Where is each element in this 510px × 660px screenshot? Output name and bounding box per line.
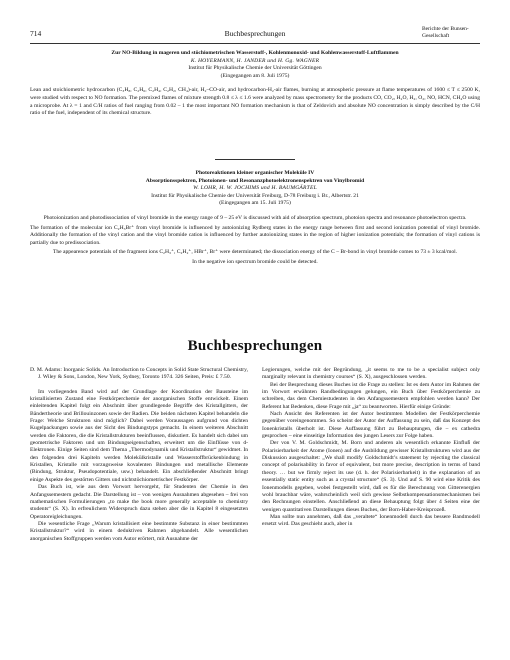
abstract-paragraph: The formation of the molecular ion C₂H₃Br⁺ from vinyl bromide is influenced by autoionizing Rydberg states in the energy range between first and second ionization potential of vinyl bromide. Additionally the formation of the vinyl cation and the vinyl bromide cation is influenced by further autoionizing states in the region of higher ionization potentials; the formation of vinyl cations is partially due to predissociation. xyxy=(30,224,480,246)
abstract-title: Zur NO-Bildung in mageren und stöchiometrischen Wasserstoff-, Kohlenmonoxid- und Kohlenwasserstoff-Luftflammen xyxy=(111,50,399,56)
book-reference: D. M. Adams: Inorganic Solids. An Introduction to Concepts in Solid State Structural Chemistry, J. Wiley & Sons, London, New York, Sydney, Toronto 1974. 326 Seiten, Preis: £ 7.50. xyxy=(30,367,248,381)
abstract-title: Photoreaktionen kleiner organischer Moleküle IV xyxy=(195,170,315,176)
abstract-received-date: (Eingegangen am 15. Juli 1975) xyxy=(219,200,291,207)
abstract-received-date: (Eingegangen am 8. Juli 1975) xyxy=(220,72,290,79)
header-rule xyxy=(30,43,480,44)
review-paragraph: Das Buch ist, wie aus dem Vorwort hervorgeht, für Studenten der Chemie in den Anfangssemestern gedacht. Die Darstellung ist – von wenigen Ausnahmen abgesehen – frei von mathematischen Formulierungen „to make the book more generally acceptable to chemistry students“ (S. X). In erfreulichem Widerspruch dazu stehen aber die in Kapitel 8 eingesetzten Operatoreigleichungen. xyxy=(30,484,248,520)
abstract-authors: W. LOHR, H. W. JOCHIMS und H. BAUMGÄRTEL xyxy=(193,185,317,192)
abstract-subtitle: Absorptionsspektren, Photoionen- und Resonanzphotoelektronenspektren von Vinylbromid xyxy=(145,177,365,184)
section-heading: Buchbesprechungen xyxy=(187,338,323,354)
abstract-no-formation xyxy=(30,50,480,118)
abstract-divider xyxy=(215,159,295,160)
review-paragraph: Legierungen, welche mit der Begründung, „it seems to me to be a specialist subject only marginally relevant in chemistry courses“ (S. X), ausgeschlossen werden. xyxy=(262,367,480,381)
abstract-authors: K. HOYERMANN, H. JANDER und H. Gg. WAGNER xyxy=(190,57,320,64)
abstract-vinyl-bromide xyxy=(30,170,480,267)
abstract-institute: Institut für Physikalische Chemie der Universität Freiburg, D-78 Freiburg i. Br., Albertstr. 21 xyxy=(151,192,359,199)
review-paragraph: Man sollte nun annehmen, daß das „veraltete“ Ionenmodell durch das bessere Bandmodell ersetzt wird. Das geschieht auch, aber in xyxy=(262,513,480,528)
review-paragraph: Die wesentliche Frage „Warum kristallisiert eine bestimmte Substanz in einer bestimmten Kristallstruktur?“ wird in einem deduktiven Rahmen abgehandelt. Alle wesentlichen anorganischen Stoffgruppen werden vom Autor erörtert, mit Ausnahme der xyxy=(30,520,248,542)
abstract-paragraph: Photoionization and photodissociation of vinyl bromide in the energy range of 9 – 25 eV is discussed with aid of absorption spectrum, photoion spectra and resonance photoelectron spectra. xyxy=(43,214,467,221)
abstract-institute: Institut für Physikalische Chemie der Universität Göttingen xyxy=(188,65,322,72)
page-number: 714 xyxy=(30,29,42,38)
review-paragraph: Im vorliegenden Band wird auf der Grundlage der Koordination der Bausteine im kristallisierten Zustand eine Festkörperchemie der anorganischen Stoffe entwickelt. Einem einleitenden Kapitel folgt ein Abschnitt über grundlegende Begriffe des Kristallgitters, der Bändertheorie und Brillouinzonen sowie der Radien. Die beiden nächsten Kapitel behandeln die Frage: Welche Strukturen sind möglich? Dabei werden Voraussagen aufgrund von dichten Kugelpackungen sowie aus der Sicht des Bindungstyps gemacht. In einem weiteren Abschnitt werden die Faktoren, die die Kristallstrukturen beeinflussen, diskutiert. Es handelt sich dabei um geometrische Faktoren und um Bindungseigenschaften, erweitert um die Einflüsse von d-Elektronen. Einige Seiten sind dem Thema „Thermodynamik und Kristallstruktur“ gewidmet. In den folgenden drei Kapiteln werden Molekülkristalle und Wasserstoffbrückenbindung in Kristallen, Kristalle mit vorzugsweise kovalenten Bindungen und metallische Elemente (Bindung, Struktur, Pseudopotentiale, usw.) behandelt. Ein abschließender Abschnitt bringt einige Aspekte des gestörten Gitters und nichtstöchiometrischer Festkörper. xyxy=(30,388,248,483)
review-paragraph: Der von V. M. Goldschmidt, M. Born und anderen als wesentlich erkannte Einfluß der Polarisierbarkeit der Atome (Ionen) auf die Ausbildung gewisser Kristallstrukturen wird aus der Diskussion ausgeschaltet: „We shall modify Goldschmidt’s statement by rejecting the classical concept of polarisability in favor of equivalent, but more precise, description in terms of band theory. … but we firmly reject its use (d. h. der Polarisierbarkeit) in the explanation of an essentially static entity such as a crystal structure“ (S. 3). Und auf S. 90 wird eine Kritik des Ionenmodells gegeben, wobei festgestellt wird, daß es für die Berechnung von Gitterenergien wohl brauchbar wäre, wahrscheinlich weil sich gewisse Selbstkompensationsmechanismen bei den Rechnungen einstellen. Anschließend an diese Behauptung folgt über 4 Seiten eine der wenigen quantitativen Darstellungen dieses Buches, der Born-Haber-Kreisprozeß. xyxy=(262,440,480,513)
abstract-paragraph: In the negative ion spectrum bromide could be detected. xyxy=(192,258,318,265)
review-right-column xyxy=(262,367,480,529)
abstract-paragraph: The appearence potentials of the fragment ions C₂H₃⁺, C₂H₂⁺, HBr⁺, Br⁺ were determinated; the dissociation energy of the C – Br-bond in vinyl bromide comes to 73 ± 3 kcal/mol. xyxy=(52,249,458,256)
book-review xyxy=(30,367,480,652)
review-paragraph: Bei der Besprechung dieses Buches ist die Frage zu stellen: Ist es dem Autor im Rahmen der im Vorwort erwähnten Randbedingungen gelungen, ein Buch über Festkörperchemie zu schreiben, das dem Chemiestudenten in den Anfangssemestern empfohlen werden kann? Der Referent hat Bedenken, diese Frage mit „ja“ zu beantworten. Hierfür einige Gründe: xyxy=(262,381,480,410)
journal-name: Berichte der Bunsen-Gesellschaft xyxy=(422,26,469,39)
review-left-column xyxy=(30,367,248,543)
header-section-title: Buchbesprechungen xyxy=(224,29,286,38)
abstract-body: Lean and stoichiometric hydrocarbon (C₃H₈, C₂H₆, C₂H₄, C₂H₂, CH₄)-air, H₂–CO-air, and hydrocarbon-H₂-air flames, burning at atmospheric pressure at flame temperatures of 1600 ≤ T ≤ 2500 K, were studied with respect to NO formation. The premixed flames of mixture strength 0.8 ≤ λ ≤ 1.6 were analyzed by mass spectrometry for the products CO, CO₂, H₂O, H₂, O₂, NO, HCN, CH₄O using a microprobe. At λ = 1 and C/H ratios of fuel ranging from 0.02 – 1 the most important NO formation mechanism is that of Zeldovich and absolute NO concentration is simply described by the C/H ratio of the fuel, independent of its chemical structure. xyxy=(30,87,480,117)
review-paragraph: Nach Ansicht des Referenten ist der Autor bestimmten Modellen der Festkörperchemie gegenüber voreingenommen. So scheint der Autor der Auffassung zu sein, daß das Konzept des Ionenkristalls überholt ist. Diese Auffassung führt zu Behauptungen, die – ex cathedra gesprochen – eine einseitige Information des jungen Lesers zur Folge haben. xyxy=(262,411,480,440)
